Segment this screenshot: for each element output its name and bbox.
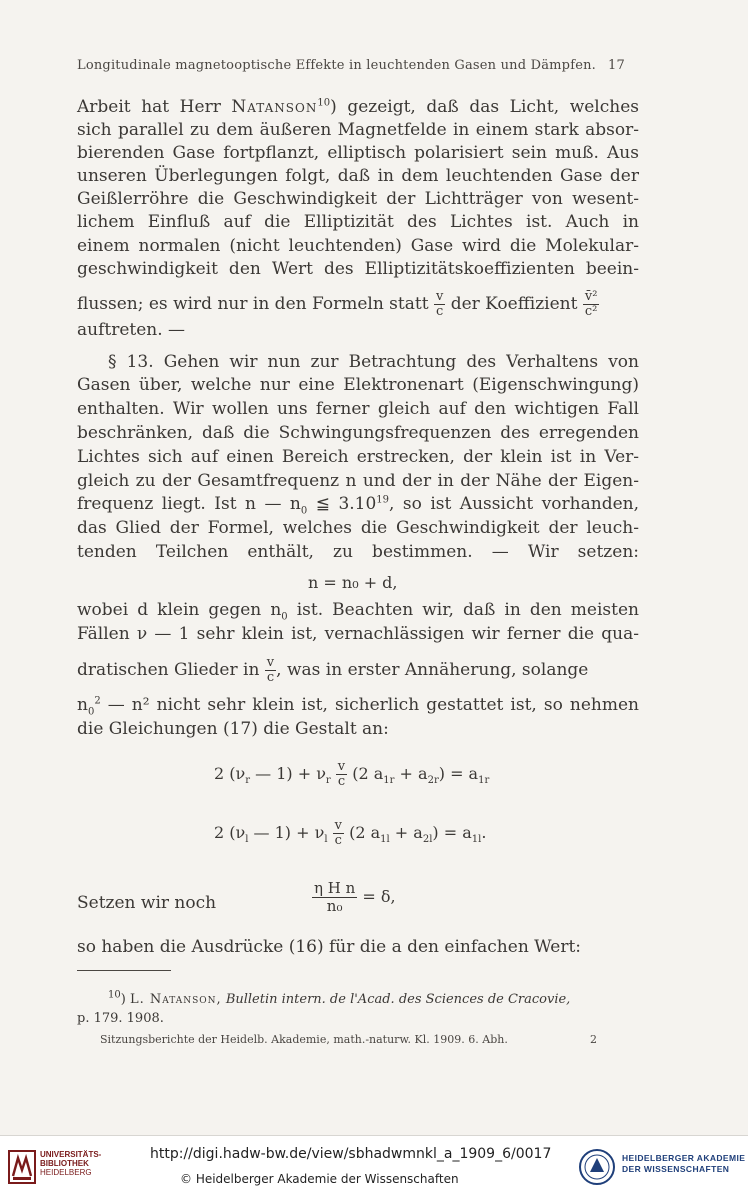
university-library-logo-icon [8,1150,36,1184]
text-line-with-fractions: flussen; es wird nur in den Formeln statt $\frac{v}{c}$ der Koeffizient $\frac{\text{v̄²}}{\text{c²}}$ [77,289,598,319]
text-line: beschränken, daß die Schwingungsfrequenzen des erregenden [77,423,639,443]
text-line: Fällen ν — 1 sehr klein ist, vernachlässigen wir ferner die qua- [77,624,639,644]
text-line: einem normalen (nicht leuchtenden) Gase wird die Molekular- [77,236,639,256]
section-heading-line: § 13. Gehen wir nun zur Betrachtung des Verhaltens von [108,352,639,372]
text-line: gleich zu der Gesamtfrequenz n und der in der Nähe der Eigen- [77,471,639,491]
viewer-footer [0,1135,748,1198]
running-header [77,58,637,73]
text-line: frequenz liegt. Ist n — $n_0$ ≦ 3.10$^{19}$, so ist Aussicht vorhanden, [77,494,639,517]
equation-delta: $\frac{\text{η H n}}{\text{n₀}}$ = δ, [314,879,396,915]
text-line-with-fraction: dratischen Glieder in $\frac{v}{c}$ , was in erster Annäherung, solange [77,655,589,685]
text-line: Lichtes sich auf einen Bereich erstrecken, der klein ist in Ver- [77,447,639,467]
text-line: lichem Einfluß auf die Elliptizität des Lichtes ist. Auch in [77,212,639,232]
permalink[interactable]: http://digi.hadw-bw.de/view/sbhadwmnkl_a_1909_6/0017 [150,1146,552,1162]
author-name: Natanson [231,97,318,117]
text-line: sich parallel zu dem äußeren Magnetfelde in einem stark absor- [77,120,639,140]
text-line: wobei d klein gegen $n_0$ ist. Beachten wir, daß in den meisten [77,600,639,623]
text-line: das Glied der Formel, welches die Geschwindigkeit der leuch- [77,518,639,538]
equation-n: n = n₀ + d, [308,573,398,592]
footnote: $^{10}$) L. Natanson, Bulletin intern. de l'Acad. des Sciences de Cracovie, [108,989,571,1007]
text-line: geschwindigkeit den Wert des Elliptizitätskoeffizienten beein- [77,259,639,279]
text-line: auftreten. — [77,320,186,340]
text-line: enthalten. Wir wollen uns ferner gleich auf den wichtigen Fall [77,399,639,419]
text-line: unseren Überlegungen folgt, daß in dem leuchtenden Gase der [77,166,639,186]
page-number: 17 [608,58,625,73]
academy-name: HEIDELBERGER AKADEMIE DER WISSENSCHAFTEN [622,1153,746,1174]
fraction-v-over-c: $\frac{v}{c}$ [435,289,444,319]
text-line: so haben die Ausdrücke (16) für die a den einfachen Wert: [77,937,581,957]
text-line: Gasen über, welche nur eine Elektronenart (Eigenschwingung) [77,375,639,395]
signature-imprint: Sitzungsberichte der Heidelb. Akademie, math.-naturw. Kl. 1909. 6. Abh. 2 [100,1033,597,1046]
text-line: die Gleichungen (17) die Gestalt an: [77,719,389,739]
equation-right-circular: 2 ($\nu_r$ — $1) + \nu_r$ $\frac{v}{c}$ (2 $a_{1r} + a_{2r}) = a_{1r}$ [214,759,490,789]
fraction-v2-over-c2: $\frac{\text{v̄²}}{\text{c²}}$ [584,289,598,319]
equation-left-circular: 2 ($\nu_l$ — $1) + \nu_l$ $\frac{v}{c}$ (2 $a_{1l} + a_{2l}) = a_{1l}$. [214,818,487,848]
academy-seal-icon [578,1148,616,1186]
text-line: Setzen wir noch [77,893,217,913]
text-line: Arbeit hat Herr Natanson$^{10}$) gezeigt, daß das Licht, welches [77,97,639,117]
library-name: UNIVERSITÄTS- BIBLIOTHEK HEIDELBERG [40,1150,102,1177]
text-line: Geißlerröhre die Geschwindigkeit der Lichtträger von wesent- [77,189,639,209]
fraction-v-over-c: $\frac{v}{c}$ [266,655,275,685]
footnote-continuation: p. 179. 1908. [77,1011,164,1026]
footnote-ref: 10 [317,97,331,109]
footnote-rule [77,970,171,971]
text-line: tenden Teilchen enthält, zu bestimmen. — Wir setzen: [77,542,639,562]
text-line: $n_0^2$ — n² nicht sehr klein ist, sicherlich gestattet ist, so nehmen [77,695,639,718]
running-title: Longitudinale magnetooptische Effekte in leuchtenden Gasen und Dämpfen. [77,58,597,73]
text-line: bierenden Gase fortpflanzt, elliptisch polarisiert sein muß. Aus [77,143,639,163]
copyright-notice: © Heidelberger Akademie der Wissenschaften [180,1172,459,1186]
